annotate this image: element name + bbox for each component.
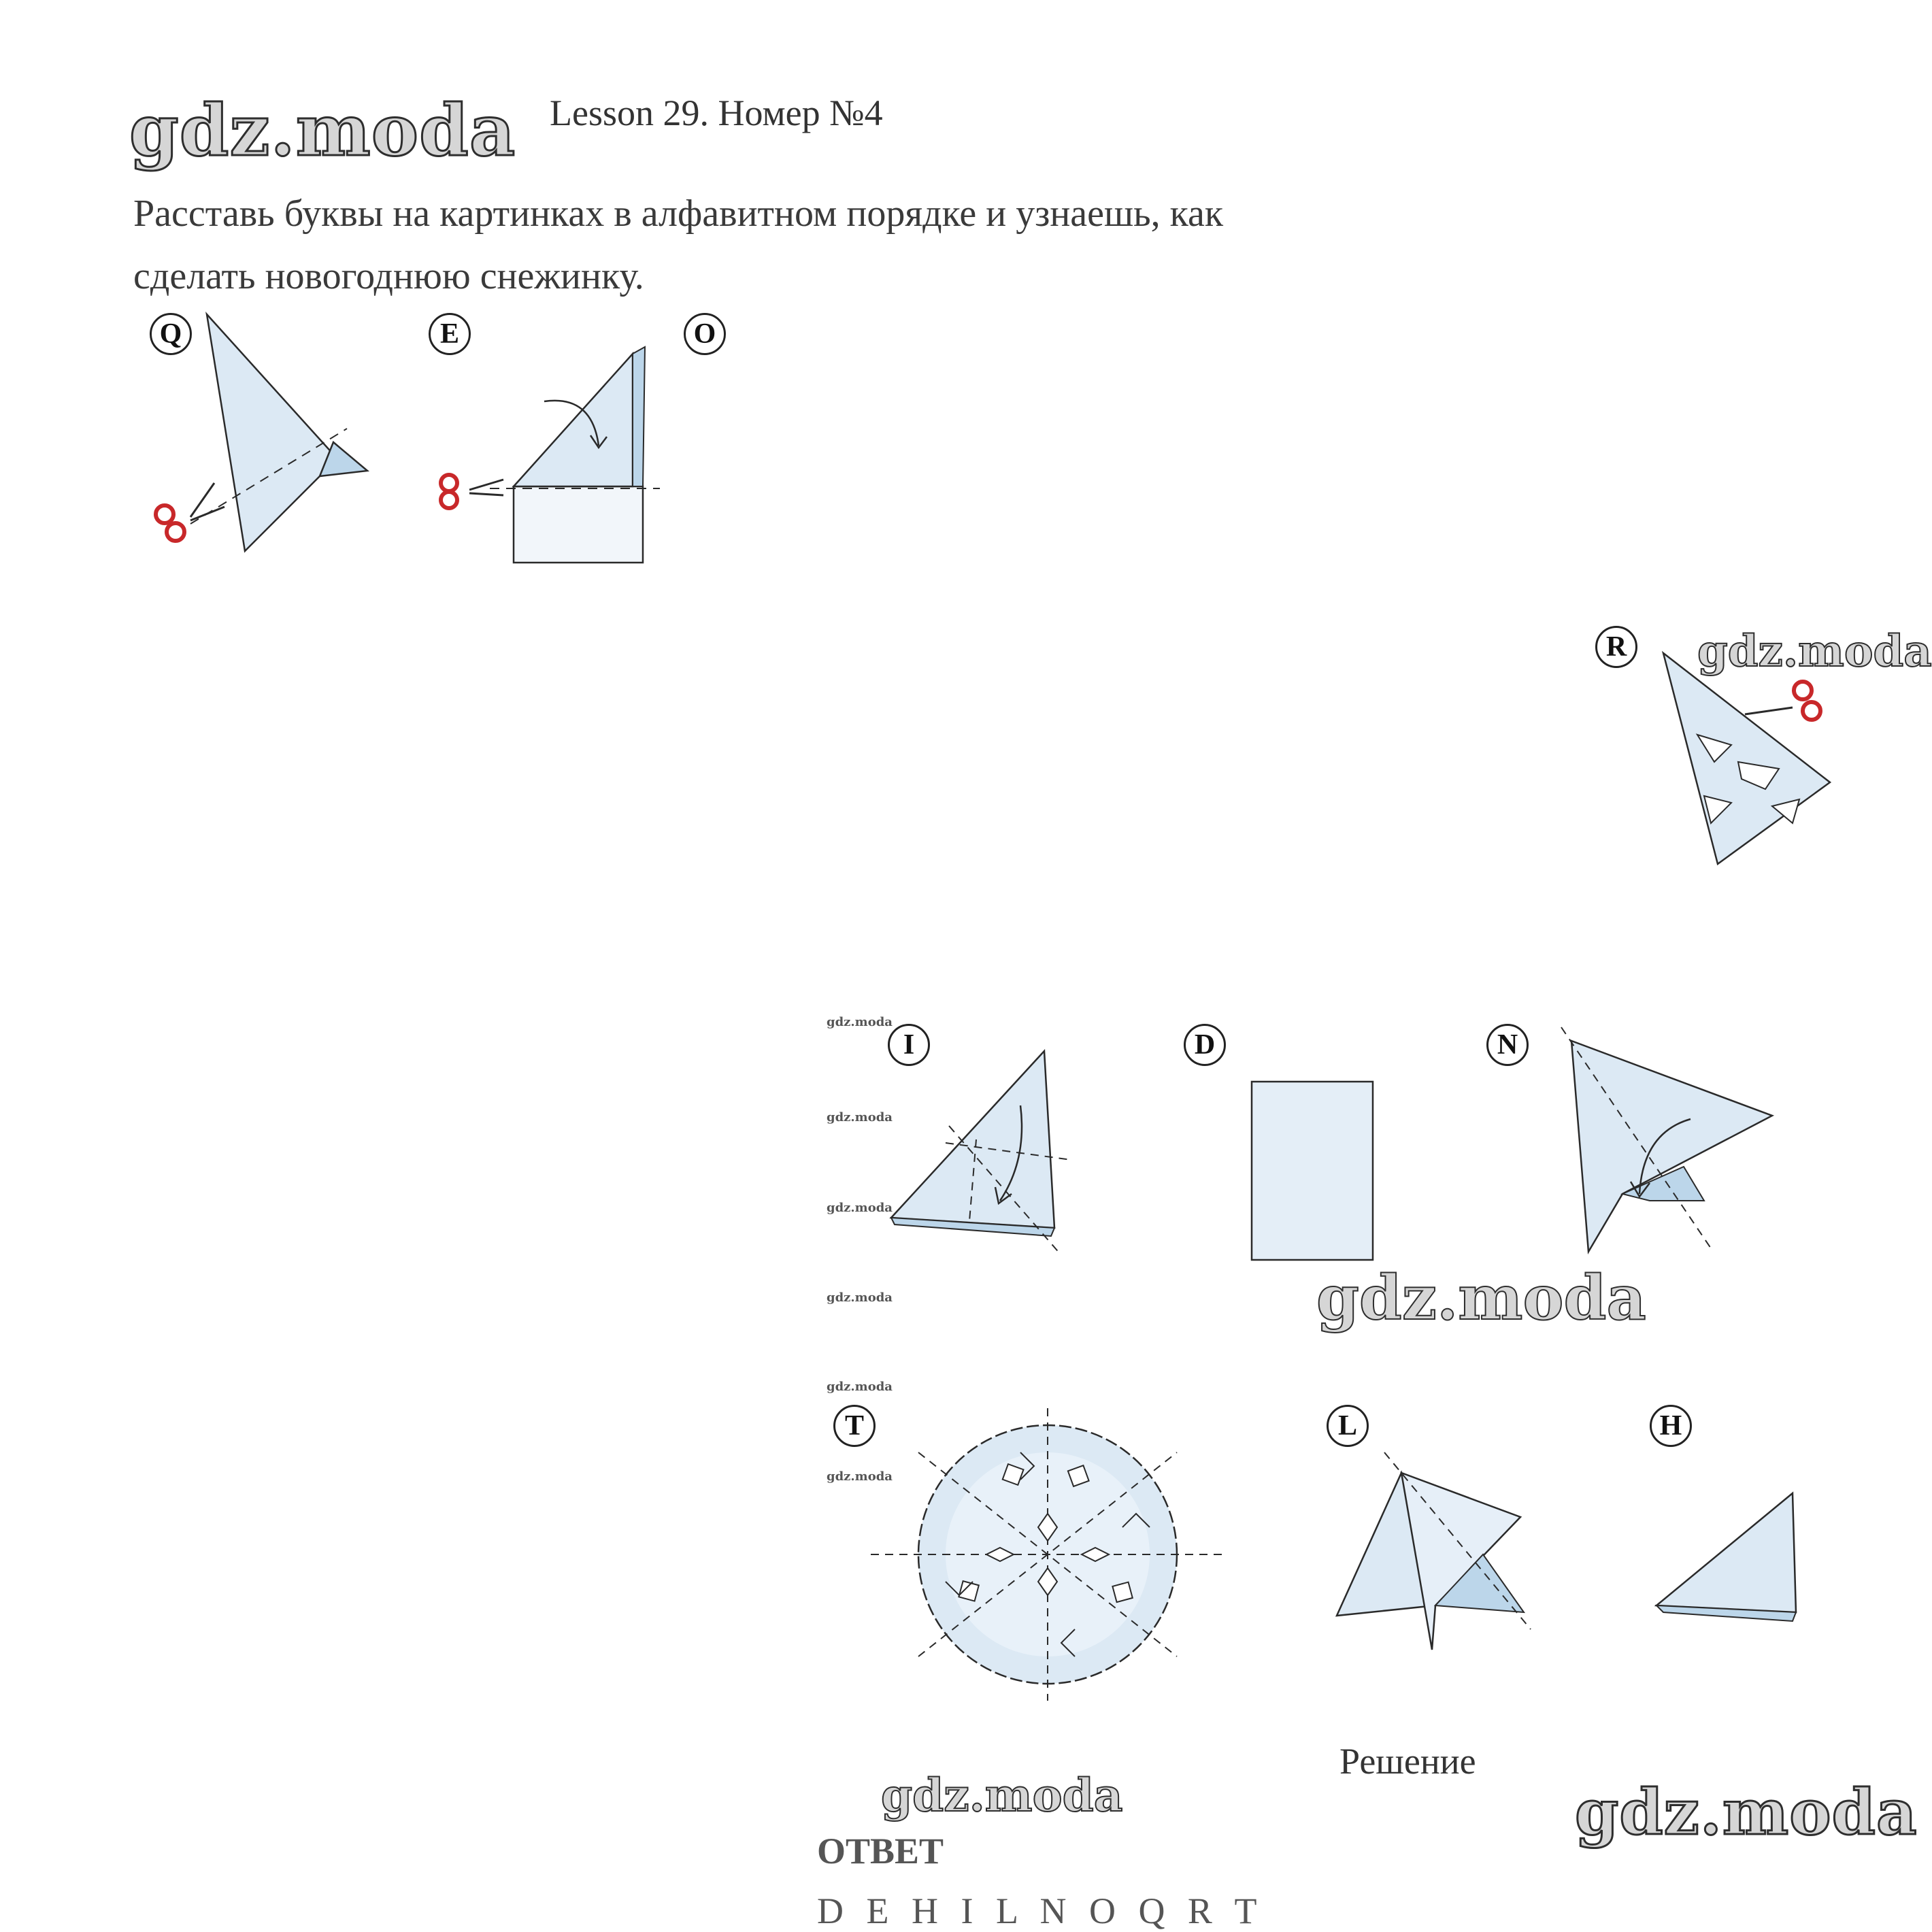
triangle-fold-back-icon — [1486, 1024, 1786, 1269]
step-letter-badge: H — [1650, 1405, 1692, 1447]
step-letter-badge: D — [1184, 1024, 1226, 1066]
step-letter-badge: Q — [150, 313, 192, 355]
watermark-small: gdz.moda — [827, 1380, 893, 1394]
watermark-small: gdz.moda — [827, 1110, 893, 1125]
step-e — [429, 313, 660, 565]
step-letter-badge: O — [684, 313, 726, 355]
step-l — [1327, 1405, 1558, 1663]
step-i — [888, 1024, 1092, 1269]
watermark-logo: gdz.moda — [1316, 1262, 1646, 1334]
watermark-small: gdz.moda — [827, 1201, 893, 1215]
double-triangle-fold-icon — [1327, 1405, 1558, 1663]
step-n — [1486, 1024, 1786, 1269]
step-d — [1184, 1024, 1388, 1269]
watermark-small: gdz.moda — [827, 1290, 893, 1305]
step-letter-badge: I — [888, 1024, 930, 1066]
snowflake-icon — [833, 1405, 1201, 1704]
step-t — [833, 1405, 1201, 1704]
step-o — [684, 313, 1932, 1931]
triangle-fold-arrow-icon — [888, 1024, 1092, 1269]
watermark-logo: gdz.moda — [881, 1769, 1123, 1822]
answer-label: ОТВЕТ — [817, 1831, 944, 1871]
watermark-small: gdz.moda — [827, 1469, 893, 1484]
task-instruction: Расставь буквы на картинках в алфавитном порядке и узнаешь, как сделать новогоднюю снежинку. — [133, 193, 1224, 297]
folded-rectangle-cut-line-icon — [429, 313, 660, 565]
watermark-small: gdz.moda — [827, 1015, 893, 1029]
page-title: Lesson 29. Номер №4 — [550, 93, 883, 133]
step-q — [150, 313, 367, 571]
step-letter-badge: L — [1327, 1405, 1369, 1447]
folded-triangle-with-scissors-icon — [150, 313, 367, 571]
paper-rectangle-icon — [1184, 1024, 1388, 1269]
simple-triangle-icon — [1650, 1405, 1854, 1663]
watermark-logo: gdz.moda — [1575, 1776, 1918, 1849]
step-letter-badge: R — [1595, 626, 1637, 668]
answer-value: D E H I L N O Q R T — [817, 1891, 1264, 1931]
step-letter-badge: E — [429, 313, 471, 355]
step-letter-badge: N — [1486, 1024, 1529, 1066]
watermark-logo-top: gdz.moda — [129, 88, 516, 172]
solution-heading: Решение — [1339, 1741, 1476, 1782]
step-letter-badge: T — [833, 1405, 876, 1447]
watermark-logo: gdz.moda — [1697, 626, 1932, 677]
step-h — [1650, 1405, 1854, 1663]
